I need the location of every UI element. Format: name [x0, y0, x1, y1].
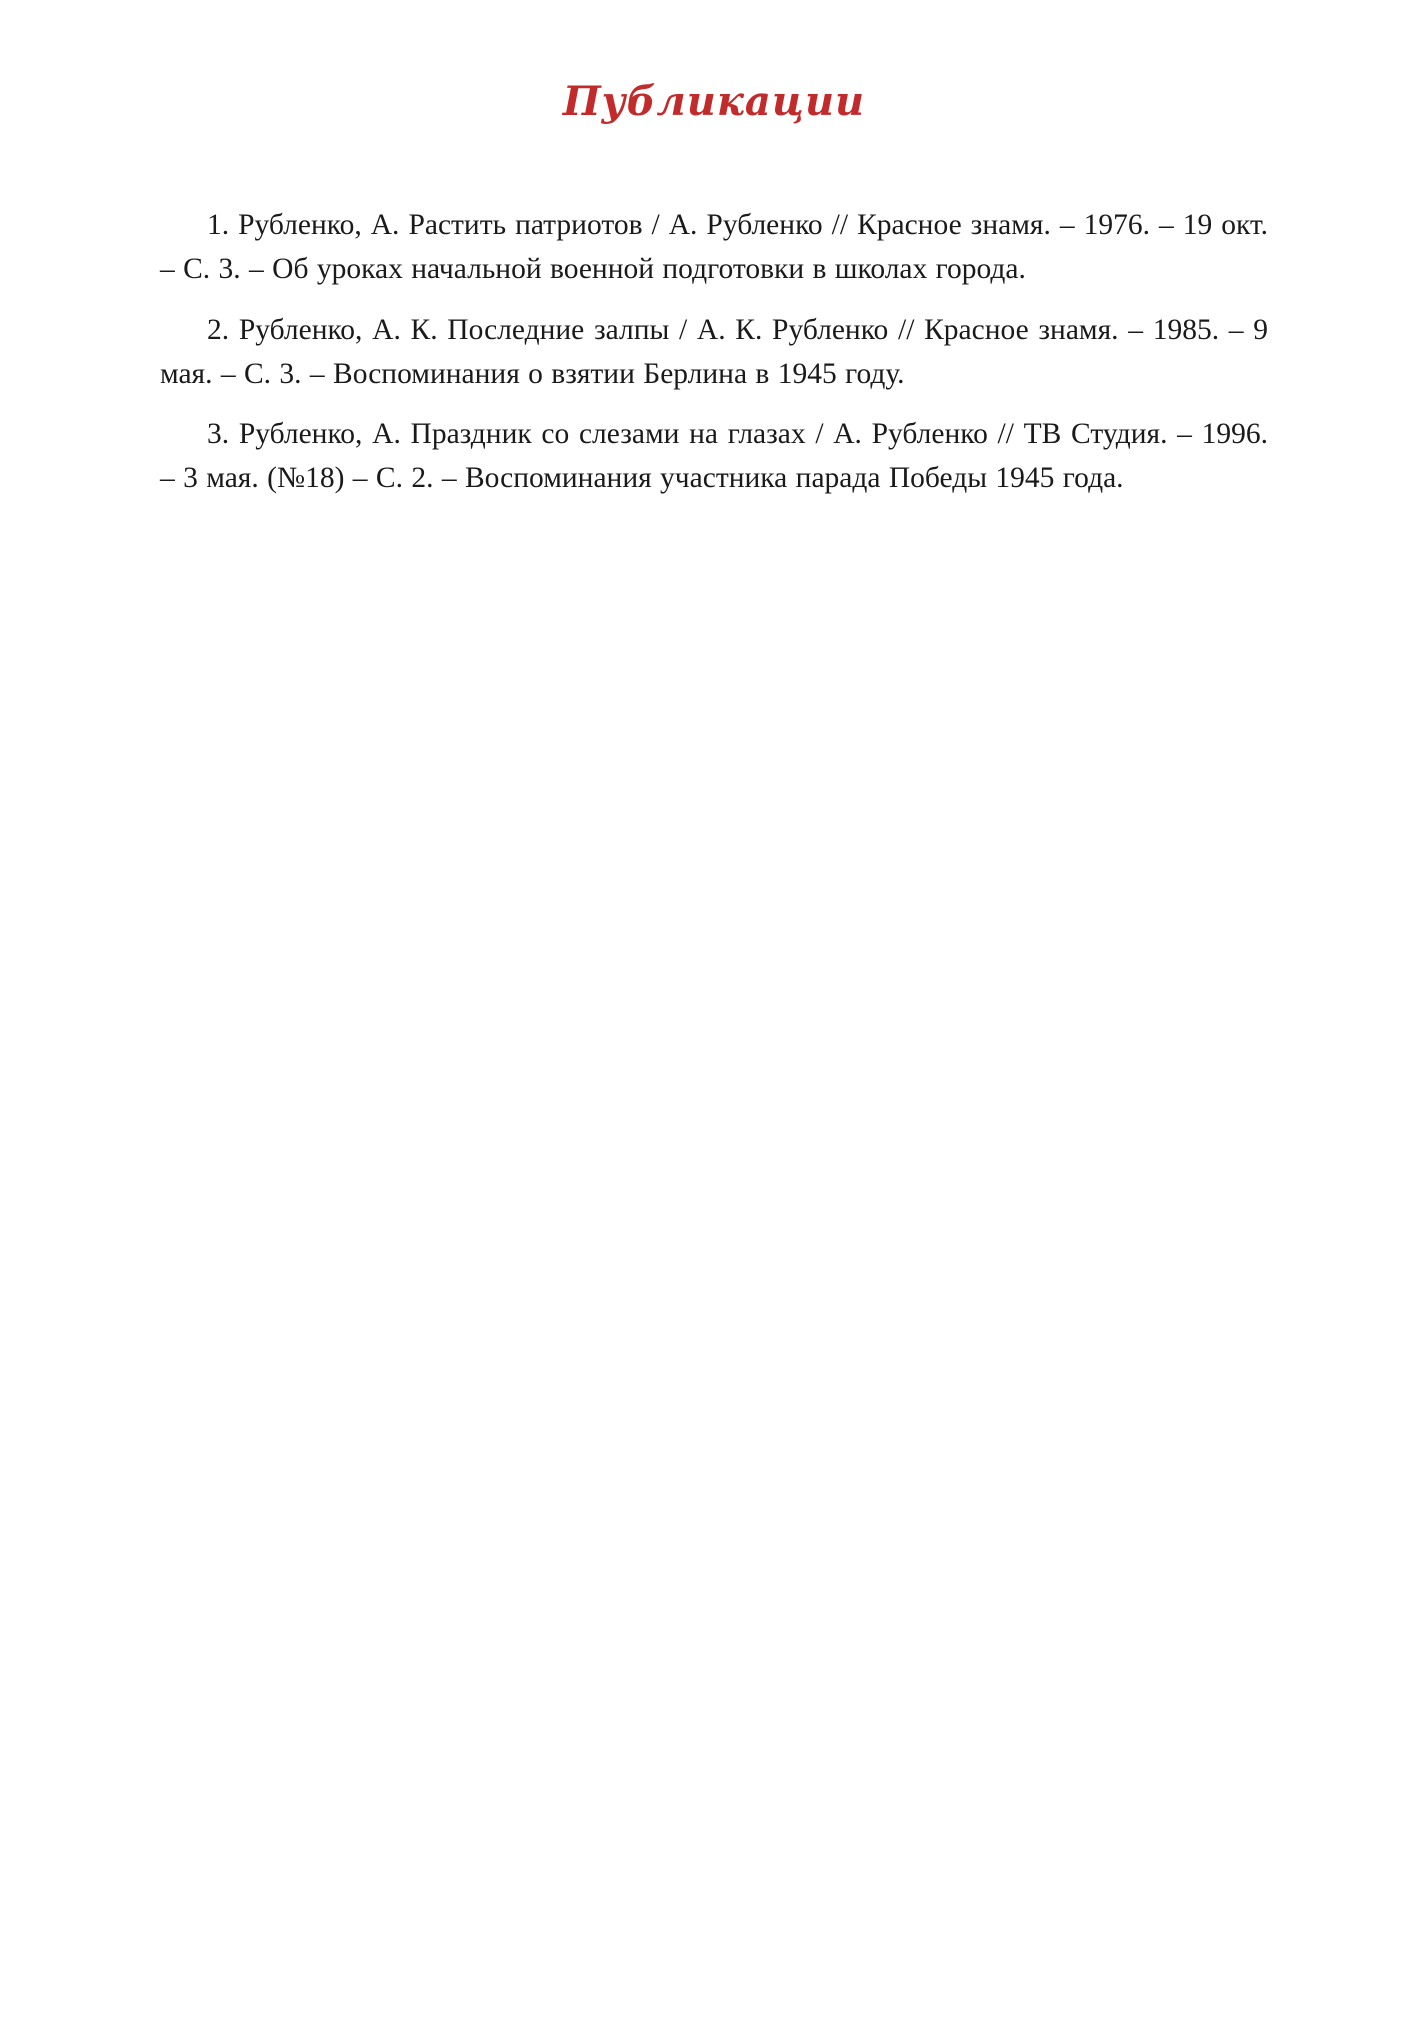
bibliography-entry-3: 3. Рубленко, А. Праздник со слезами на глазах / А. Рубленко // ТВ Студия. – 1996. – 3 мая. (№18) – С. 2. – Воспоминания участника парада Победы 1945 года.	[160, 418, 1268, 495]
bibliography-entry-1: 1. Рубленко, А. Растить патриотов / А. Рубленко // Красное знамя. – 1976. – 19 окт. – С. 3. – Об уроках начальной военной подготовки в школах города.	[160, 209, 1268, 286]
bibliography-entry-2: 2. Рубленко, А. К. Последние залпы / А. К. Рубленко // Красное знамя. – 1985. – 9 мая. – С. 3. – Воспоминания о взятии Берлина в 1945 году.	[160, 313, 1268, 390]
page-title: Публикации	[562, 78, 866, 125]
